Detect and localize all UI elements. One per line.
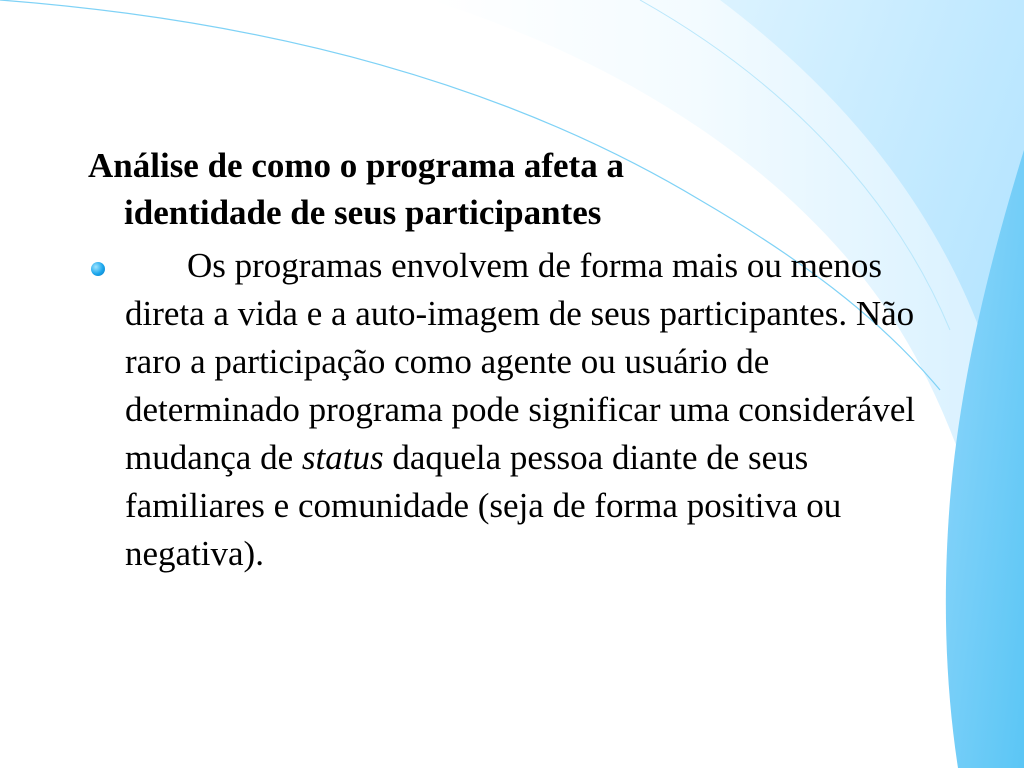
heading-line-1: Análise de como o programa afeta a	[88, 146, 624, 185]
heading-line-2: identidade de seus participantes	[124, 193, 602, 232]
bullet-text-after: daquela pessoa diante de seus familiares e comunidade (seja de forma positiva ou negativa).	[125, 438, 842, 573]
bullet-text-before: Os programas envolvem de forma mais ou menos direta a vida e a auto-imagem de seus participantes. Não raro a participação como agente ou usuário de determinado programa pode significar uma considerável mudança de	[125, 246, 916, 477]
slide-heading	[88, 142, 948, 236]
bullet-italic-word: status	[301, 438, 384, 477]
slide-content	[88, 142, 948, 578]
blue-sphere-bullet-icon	[91, 262, 105, 276]
bullet-item	[88, 242, 948, 578]
